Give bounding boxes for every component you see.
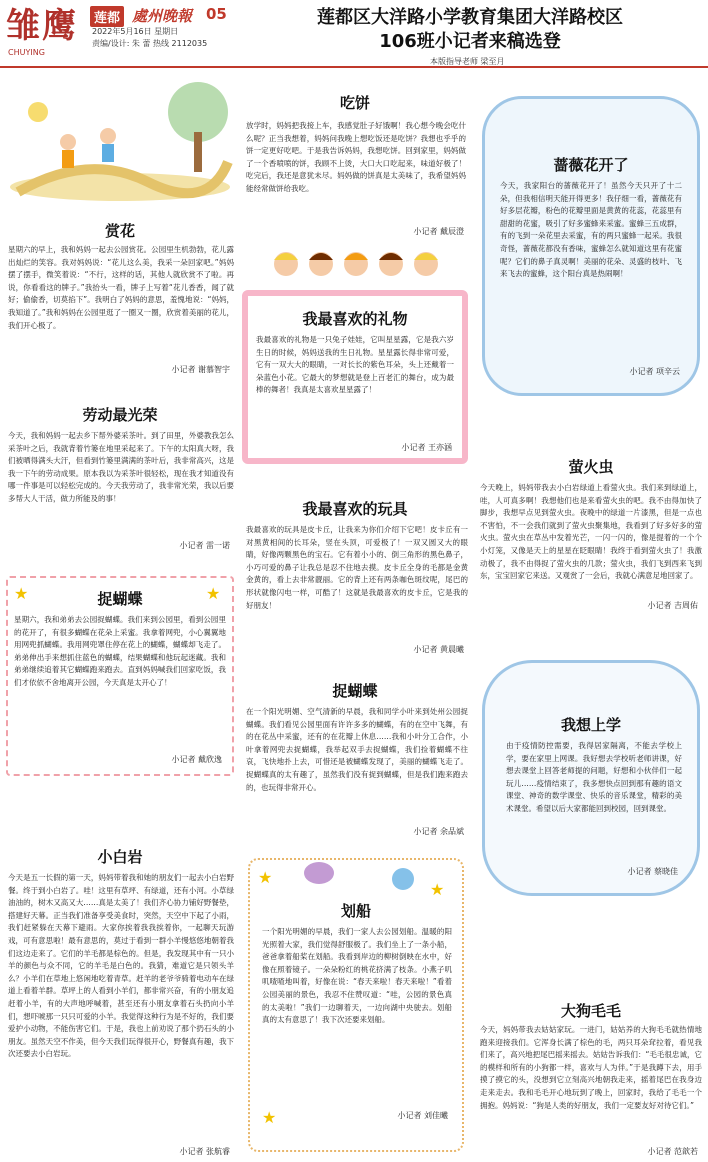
article-title-laodong: 劳动最光荣 [82,406,158,424]
ufo-icon [304,862,334,884]
article-byline-xiaobaiyan: 小记者 张航睿 [179,1147,230,1156]
article-byline-laodong: 小记者 雷一诺 [179,541,230,550]
page-title-line1: 莲都区大洋路小学教育集团大洋路校区 [317,7,623,28]
star-icon: ★ [262,1108,277,1127]
article-body-qiangwei: 今天，我家阳台的蔷薇花开了！虽然今天只开了十二朵，但我相信明天能开得更多！我仔细一看，蔷薇花有好多层花瓣，粉色的花瓣里面是黄黄的花蕊，花蕊里有甜甜的花蜜，吸引了好多蜜蜂来采蜜。蜜蜂三五成群，有的飞到一朵花里去采蜜，有的两只蜜蜂一起采。我很奇怪，蔷薇花都没有香味，蜜蜂怎么就知道这里有花蜜呢？它们的鼻子真灵啊！美丽的花朵、灵盛的枝叶、飞来飞去的蜜蜂，这个阳台真是热闹啊！ [500,181,682,279]
masthead-divider [0,66,708,68]
article-body-shanghua: 星期六的早上，我和妈妈一起去公园赏花。公园里生机勃勃，花儿露出灿烂的笑容。我对妈妈说：“花儿这么美，我采一朵回家吧。”妈妈摆了摆手，微笑着说：“不行，这样的话，其他人就欣赏不了啦。再说，你看看这的牌子。”我抬头一看，牌子上写着“花儿香香，闻了就好；偷偷香，切莫掐下”。我明白了妈妈的意思，羞愧地说：“妈妈，我知道了。”我和妈妈在公园里逛了一圈又一圈，欣赏着美丽的花儿，我们开心极了。 [8,245,234,330]
article-title-yinghuochong: 萤火虫 [568,458,614,476]
article-title-wanju: 我最喜欢的玩具 [302,500,408,518]
star-icon: ★ [206,584,221,603]
article-title-shangxue: 我想上学 [560,716,621,734]
article-body-shangxue: 由于疫情防控需要，我得居家隔离，不能去学校上学，要在家里上网课。我好想去学校听老师讲课，好想去课堂上回答老师提的问题，好想和小伙伴们一起玩儿……疫情结束了，我多想快点回到那有趣的语文课堂、神奇的数学课堂、快乐的音乐课堂，精彩的美术课堂。希望以后大家都能回到校园，回到课堂。 [506,741,682,813]
article-byline-chibing: 小记者 戴辰澄 [413,227,464,236]
article-byline-liwu: 小记者 王亦涵 [401,443,452,452]
article-title-huachuan: 划船 [340,902,371,920]
page-title [250,6,690,54]
article-body-chibing: 放学时，妈妈把我接上车，我感觉肚子好饿啊！我心想今晚会吃什么呢？正当我想着，妈妈问我晚上想吃饭还是吃饼？我想也乎乎的饼一定更好吃吧。于是我告诉妈妈，我想吃饼。回到家里，妈妈做了一个香喷喷的饼，我顾不上烫，大口大口吃起来，味道好极了！吃完后，我还是意犹未尽。妈妈做的饼真是太美味了，我希望妈妈能经常做饼给我吃。 [246,121,466,193]
article-body-zhuohudie-left: 星期六，我和弟弟去公园捉蝴蝶。我们来到公园里，看到公园里的花开了，有很多蝴蝶在花朵上采蜜。我拿着网兜，小心翼翼地用网兜抓蝴蝶。我用网兜罩住停在花上的蝴蝶，蝴蝶却飞走了。弟弟伸出手来想抓住蓝色的蝴蝶，结果蝴蝶和他玩起迷藏。我和弟弟继续追着其它蝴蝶跑来跑去。直到妈妈喊我们回家吃饭，我们才依依不舍地离开公园，今天真是太开心了！ [14,615,226,687]
article-body-liwu: 我最喜欢的礼物是一只兔子娃娃，它叫星星露，它是我六岁生日的时候，妈妈送我的生日礼物。星星露长得非常可爱，它有一双大大的眼睛，一对长长的紫色耳朵，头上还戴着一朵蓝色小花。它最大的梦想就是登上百老汇的舞台，成为最棒的舞者！我真是太喜欢星星露了！ [256,335,454,395]
article-body-damaomao: 今天，妈妈带我去姑姑家玩。一进门，姑姑养的大狗毛毛就热情地跑来迎接我们。它浑身长满了棕色的毛，两只耳朵耷拉着，看见我们来了，高兴地把尾巴摇来摇去。姑姑告诉我们：“毛毛很忠诚，它的模样和所有的小狗都一样，喜欢与人为伴。”于是我蹲下去，用手摸了摸它的头，没想到它立刻高兴地朝我走来，摇着尾巴在我身边走来走去。我和毛毛开心地玩到了晚上，回家时，我给了毛毛一个拥抱。妈妈说：“狗是人类的好朋友，我们一定要友好对待它们。” [480,1025,702,1110]
article-byline-qiangwei: 小记者 项辛云 [629,367,680,376]
article-byline-shanghua: 小记者 谢慕智宇 [171,365,230,374]
garden-illustration [8,72,233,202]
page-number: 05 [206,5,227,23]
article-byline-shangxue: 小记者 蔡晓佳 [627,867,678,876]
article-body-huachuan: 一个阳光明媚的早晨，我们一家人去公园划船。温暖的阳光照着大家，我们觉得舒服极了。我们坐上了一条小船，爸爸拿着船桨在划船。我看到岸边的柳树倒映在水中，好像在照着镜子。一朵朵粉红的桃花挤满了枝条。小燕子叽叽喳喳地叫着，好像在说：“春天来啦！春天来啦！”看着公园美丽的景色，我忍不住赞叹道：“哇，公园的景色真的太美啦！”我们一边聊着天，一边向湖中央驶去。划船真的太有意思了！我下次还要来划船。 [262,927,452,1025]
article-byline-yinghuochong: 小记者 吉周佑 [647,601,698,610]
article-body-zhuohudie-mid: 在一个阳光明媚、空气清新的早晨，我和同学小叶来到处州公园捉蝴蝶。我们看见公园里面有许许多多的蝴蝶，有的在空中飞舞，有的在花丛中采蜜，还有的在花瓣上休息……我和小叶分工合作，小叶拿着网兜去捉蝴蝶，我举起双手去捉蝴蝶，我们捡着蝴蝶不往哀，飞快地扑上去，可惜还是被蝴蝶发现了，美丽的蝴蝶飞走了。捉蝴蝶真的太有趣了，虽然我们没有捉到蝴蝶，但是我们跑来跑去的，也玩得非常开心。 [246,707,468,792]
kids-illustration [266,246,446,286]
article-byline-wanju: 小记者 黄晨曦 [413,645,464,654]
article-body-laodong: 今天，我和妈妈一起去乡下帮外婆采茶叶。到了田里，外婆教我怎么采茶叶之后，我就背着竹篓在地里采起来了。下午的太阳真大呀，我们被晒得满头大汗，但看到竹篓里满满的茶叶后，我非常高兴，这是我一下午的劳动成果。原本我以为采茶叶很轻松，现在我才知道没有哪一件事是可以轻松完成的。今天我劳动了，我非常光荣，我以后要多帮大人干活，做力所能及的事！ [8,431,234,503]
article-byline-zhuohudie-left: 小记者 戴欣逸 [171,755,222,764]
advisor-line: 本版指导老师 梁至月 [430,57,505,66]
star-icon: ★ [14,584,29,603]
paper-name: 處州晚報 [132,7,193,25]
article-byline-damaomao: 小记者 范歆若 [647,1147,698,1156]
article-body-xiaobaiyan: 今天是五一长假的第一天，妈妈带着我和她的朋友们一起去小白岩野餐。终于到小白岩了。哇！这里有草坪、有绿道，还有小河。小草绿油油的，树木又高又大……真是太美了！我们齐心协力铺好野餐垫，搭建好天幕。正当我们准备享受美食时，突然，天空中下起了小雨，我们赶紧躲在天幕下避雨。大家你挨着我我挨着你，一起聊天玩游戏，可有意思啦！最有意思的，莫过于看到一群小羊慢悠悠地朝着我们这边走来了。它们的羊毛都是棕色的。但是，我发现其中有一只小羊的颜色与众不同，它的羊毛是白色的。我猜，难道它是只领头羊么？小羊们在草地上悠闲地吃着青草。赶羊的老爷爷骑着电动车在绿道上看着羊群。草坪上的人看到小羊们，都非常兴奋，有的小朋友追赶着小羊，有的大声地呼喊着，甚至还有小朋友拿着石头扔向小羊们，想吓唬那一只只可爱的小羊。我觉得这种行为是不好的，我们要爱护小动物，不能伤害它们。于是，我也上前劝说了那个扔石头的小朋友。虽然天空不作美，但今天我们玩得很开心，野餐真有趣，我下次还要去小白岩玩。 [8,873,234,1059]
article-body-wanju: 我最喜欢的玩具是皮卡丘，让我来为你们介绍下它吧！皮卡丘有一对黑黄相间的长耳朵，竖在头顶，可爱极了！一双又圆又大的眼睛，好像两颗黑色的宝石。它有着小小的、倒三角形的黑色鼻子，小巧可爱的鼻子让我总是忍不住地去摸。皮卡丘全身的毛都是金黄金黄的，看上去非常靓丽。它的背上还有两条咖色斑纹呢，尾巴的形状就像闪电一样，可酷了！这就是我最喜欢的皮卡丘，它是我的好朋友！ [246,525,468,610]
issue-date: 2022年5月16日 星期日 [92,27,179,36]
article-byline-huachuan: 小记者 刘佳曦 [397,1111,448,1120]
star-icon: ★ [430,880,445,899]
article-title-zhuohudie-left: 捉蝴蝶 [97,590,143,608]
article-title-chibing: 吃饼 [339,94,370,112]
article-byline-zhuohudie-mid: 小记者 余品斌 [413,827,464,836]
article-title-xiaobaiyan: 小白岩 [97,848,143,866]
article-title-liwu: 我最喜欢的礼物 [302,310,408,328]
logo-subtitle: CHUYING [8,48,45,57]
planet-icon [392,868,414,890]
editor-line: 责编/设计: 朱 蕾 热线 2112035 [92,39,208,48]
page-title-line2: 106班小记者来稿选登 [379,31,561,52]
article-title-shanghua: 赏花 [104,222,135,240]
newspaper-logo: 雏鹰 [6,6,78,46]
article-body-yinghuochong: 今天晚上，妈妈带我去小白岩绿道上看萤火虫。我们来到绿道上，哇，人可真多啊！我想他们也是来看萤火虫的吧。我不由得加快了脚步，我想早点见到萤火虫。夜晚中的绿道一片漆黑，但是一点也不害怕，不一会我们就到了萤火虫聚集地，我看到了好多好多的萤火虫。萤火虫在草丛中发着光芒，一闪一闪的，像是提着的一个个小灯笼，又像是天上的星星在眨眼睛！我终于看到萤火虫了！我激动极了，我不由得捉了萤火虫的几款；萤火虫，我们飞到西来飞到东，宝宝回家它来送。又观赏了一会后，我就心满意足地回家了。 [480,483,702,581]
article-title-zhuohudie-mid: 捉蝴蝶 [332,682,378,700]
star-icon: ★ [258,868,273,887]
article-title-damaomao: 大狗毛毛 [560,1002,621,1020]
section-tag: 莲都 [90,6,124,27]
article-title-qiangwei: 蔷薇花开了 [553,156,629,174]
